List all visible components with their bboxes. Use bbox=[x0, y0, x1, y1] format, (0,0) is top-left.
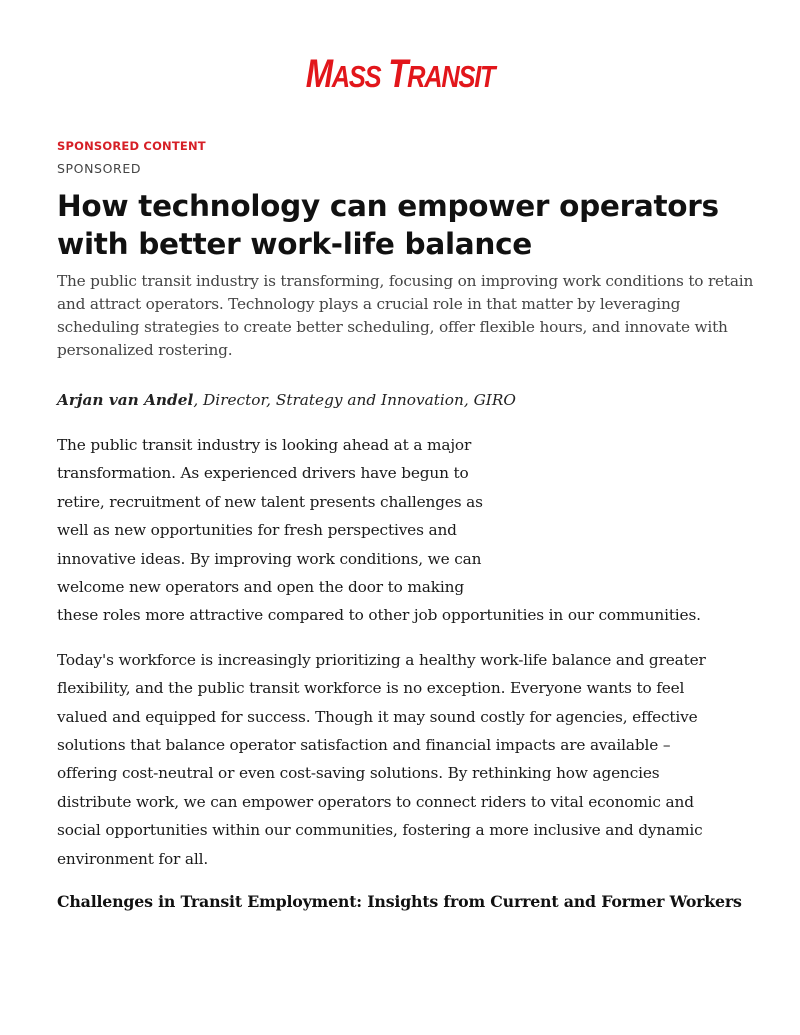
paragraph-line: solutions that balance operator satisfaction and financial impacts are available – bbox=[57, 736, 671, 755]
paragraph-line: flexibility, and the public transit workforce is no exception. Everyone wants to feel bbox=[57, 679, 685, 698]
paragraph-line: retire, recruitment of new talent presents challenges as bbox=[57, 492, 483, 511]
paragraph-line: innovative ideas. By improving work conditions, we can bbox=[57, 549, 482, 568]
paragraph-line: well as new opportunities for fresh perspectives and bbox=[57, 521, 457, 540]
author-title: , Director, Strategy and Innovation, GIRO bbox=[193, 391, 516, 409]
logo-header bbox=[0, 54, 800, 97]
paragraph-line: The public transit industry is looking ahead at a major bbox=[57, 436, 472, 454]
section-subhead: Challenges in Transit Employment: Insights from Current and Former Workers bbox=[57, 892, 742, 912]
paragraph-line: offering cost-neutral or even cost-saving solutions. By rethinking how agencies bbox=[57, 764, 660, 783]
paragraph-line: social opportunities within our communities, fostering a more inclusive and dynamic bbox=[57, 821, 703, 840]
article-deck: The public transit industry is transforming, focusing on improving work conditions to retain and attract operators. Technology plays a crucial role in that matter by leveraging scheduling strategies to create better scheduling, offer flexible hours, and innovate with personalized rostering. bbox=[57, 272, 754, 359]
sponsored-content-kicker[interactable]: SPONSORED CONTENT bbox=[57, 139, 206, 153]
byline bbox=[57, 389, 747, 411]
article-headline: How technology can empower operators with better work-life balance bbox=[57, 189, 719, 261]
article bbox=[57, 138, 754, 916]
paragraph-line: environment for all. bbox=[57, 849, 209, 868]
paragraph-2 bbox=[57, 646, 747, 873]
paragraph-line: distribute work, we can empower operators to connect riders to vital economic and bbox=[57, 792, 694, 811]
paragraph-line: valued and equipped for success. Though it may sound costly for agencies, effective bbox=[57, 707, 698, 726]
sponsored-label: SPONSORED bbox=[57, 161, 142, 176]
paragraph-line: transformation. As experienced drivers have begun to bbox=[57, 464, 469, 483]
mass-transit-logo[interactable]: MASS TRANSIT bbox=[305, 52, 495, 96]
author-name: Arjan van Andel bbox=[57, 391, 194, 409]
paragraph-1 bbox=[57, 431, 747, 630]
paragraph-line: these roles more attractive compared to other job opportunities in our communities. bbox=[57, 606, 701, 625]
paragraph-line: welcome new operators and open the door to making bbox=[57, 578, 464, 597]
paragraph-line: Today's workforce is increasingly prioritizing a healthy work-life balance and greater bbox=[57, 650, 706, 669]
